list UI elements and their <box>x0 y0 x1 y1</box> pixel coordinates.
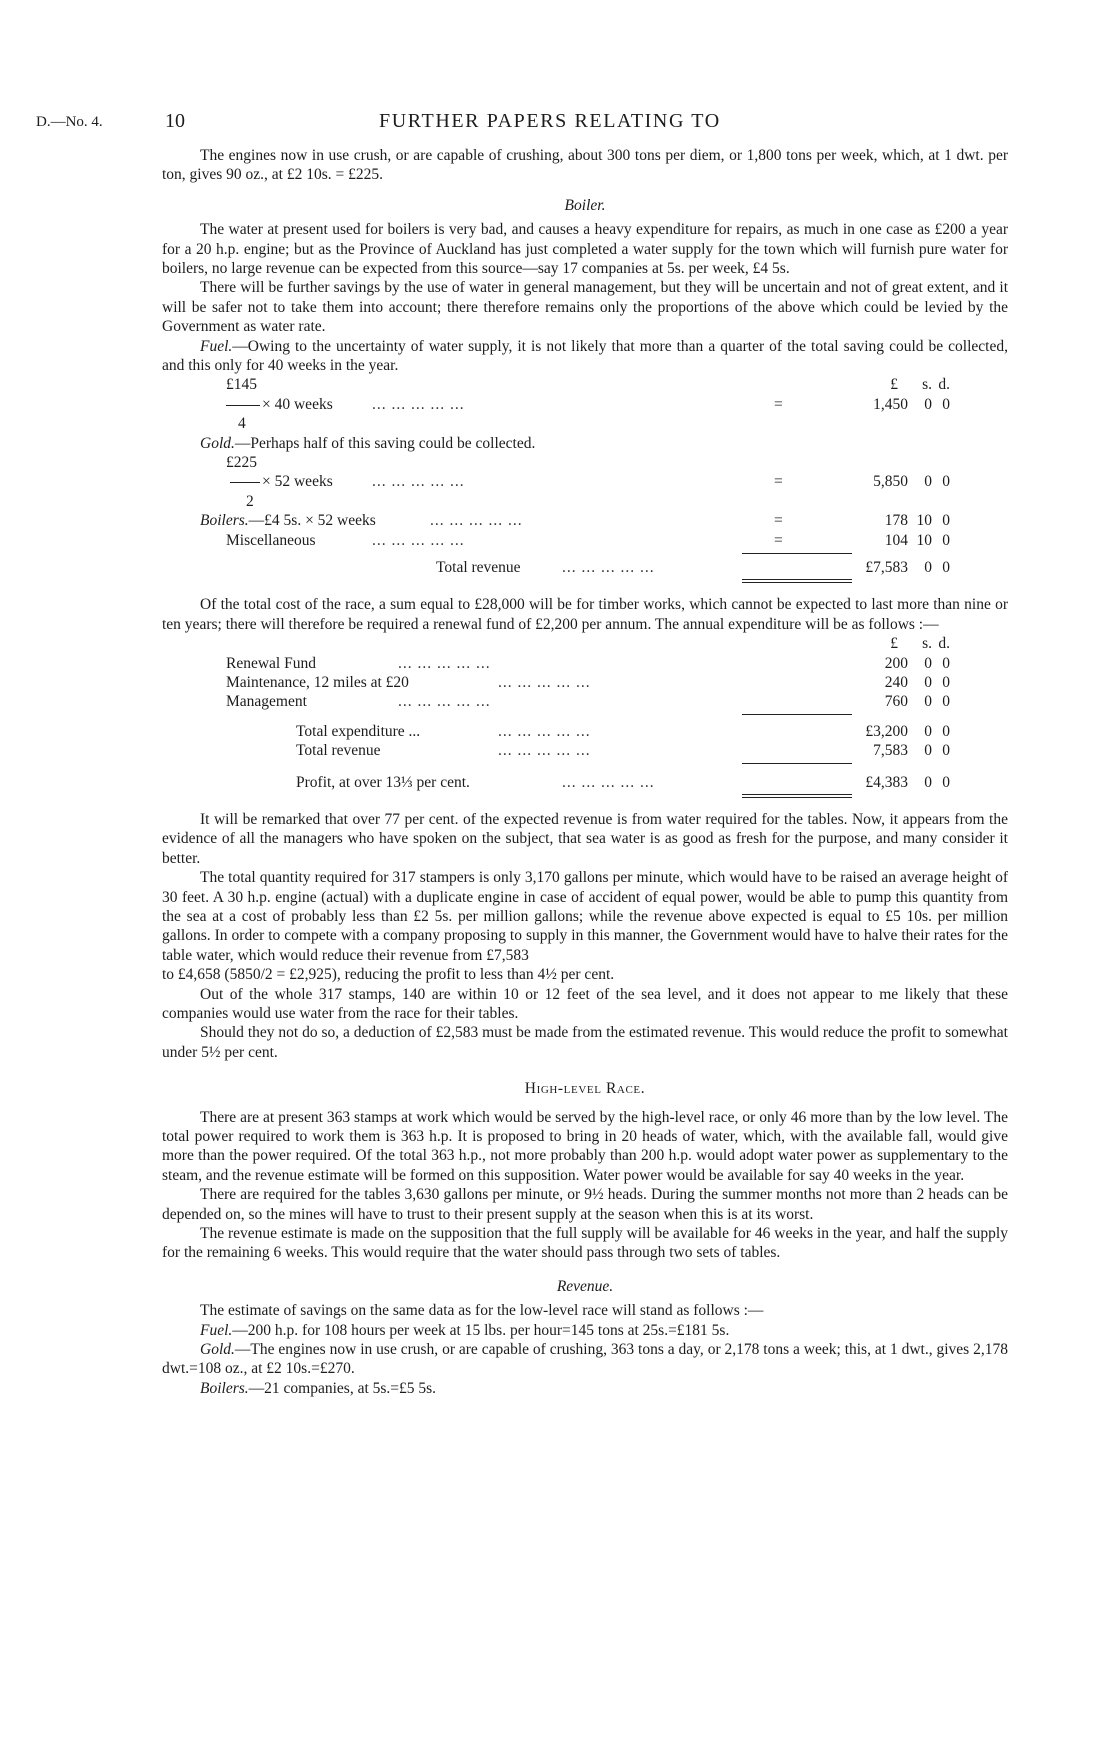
leader-dots: ... ... ... ... ... <box>372 531 465 549</box>
high-level-paragraph-3: The revenue estimate is made on the supposition that the full supply will be available for 46 weeks in the year, and half the supply for the remaining 6 weeks. This would require that the water should pass through two sets of tables. <box>162 1225 1008 1262</box>
expenditure-pounds: 240 <box>884 673 908 691</box>
total-expenditure-row <box>162 722 1008 741</box>
remarks-paragraph-2: The total quantity required for 317 stampers is only 3,170 gallons per minute, which would have to be raised an average height of 30 feet. A 30 h.p. engine (actual) with a duplicate engine in case of accident of equal power, would be able to pump this quantity from the sea at a cost of probably less than £2 5s. per million gallons; while the revenue above expected is equal to £5 10s. per million gallons. In order to compete with a company proposing to supply in this manner, the Government would have to halve their rates for the table water, which would reduce their revenue from £7,583 <box>162 869 1008 964</box>
expenditure-row <box>162 654 1008 673</box>
revenue-item-text: —21 companies, at 5s.=£5 5s. <box>248 1379 437 1397</box>
high-level-heading: High-level Race. <box>524 1080 646 1098</box>
remarks-paragraph-3: to £4,658 (5850/2 = £2,925), reducing the profit to less than 4½ per cent. <box>162 966 615 984</box>
expenditure-label: Renewal Fund <box>226 654 316 672</box>
total-expenditure-label: Total expenditure ... <box>296 722 421 740</box>
fraction-bar <box>230 482 260 483</box>
misc-shillings: 10 <box>916 531 932 549</box>
intro-paragraph: The engines now in use crush, or are capable of crushing, about 300 tons per diem, or 1,800 tons per week, which, at 1 dwt. per ton, gives 90 oz., at £2 10s. = £225. <box>162 147 1008 184</box>
gold-pounds: 5,850 <box>873 473 908 491</box>
col-shillings: s. <box>922 376 932 394</box>
boilers-row <box>162 511 1008 530</box>
col-pounds: £ <box>890 376 898 394</box>
leader-dots: ... ... ... ... ... <box>498 722 591 740</box>
revenue-heading: Revenue. <box>556 1277 614 1295</box>
expenditure-shillings: 0 <box>924 654 932 672</box>
revenue-item-text: —200 h.p. for 108 hours per week at 15 lbs. per hour=145 tons at 25s.=£181 5s. <box>232 1321 730 1339</box>
fuel-shillings: 0 <box>924 395 932 413</box>
gold-numerator: £225 <box>226 454 257 472</box>
col-pence: d. <box>938 635 950 653</box>
boilers-pence: 0 <box>942 512 950 530</box>
expenditure-header-row <box>162 634 1008 653</box>
sum-rule <box>742 763 852 764</box>
misc-pence: 0 <box>942 531 950 549</box>
boilers-pounds: 178 <box>884 512 908 530</box>
profit-pounds: £4,383 <box>865 773 908 791</box>
total-revenue-pence: 0 <box>942 742 950 760</box>
gold-label: Gold. <box>200 434 235 452</box>
remarks-paragraph-4: Out of the whole 317 stamps, 140 are within 10 or 12 feet of the sea level, and it does not appear to me likely that these companies would use water from the race for their tables. <box>162 985 1008 1022</box>
fuel-denominator: 4 <box>238 415 246 433</box>
expenditure-shillings: 0 <box>924 673 932 691</box>
page-body <box>162 0 1008 1760</box>
revenue-item-gold <box>162 1340 1008 1379</box>
high-level-paragraph-2: There are required for the tables 3,630 gallons per minute, or 9½ heads. During the summer months not more than 2 heads can be depended on, so the mines will have to trust to their present supply at the season when this is at its worst. <box>162 1186 1008 1223</box>
boilers-shillings: 10 <box>916 512 932 530</box>
fuel-pounds: 1,450 <box>873 395 908 413</box>
revenue-table <box>162 375 1008 577</box>
total-revenue-row-2 <box>162 741 1008 760</box>
gold-caption-row <box>162 434 1008 453</box>
expenditure-pence: 0 <box>942 673 950 691</box>
total-revenue-shillings: 0 <box>924 742 932 760</box>
equals-sign: = <box>774 395 783 413</box>
leader-dots: ... ... ... ... ... <box>430 512 523 530</box>
leader-dots: ... ... ... ... ... <box>498 673 591 691</box>
expenditure-label: Management <box>226 693 307 711</box>
total-expenditure-pounds: £3,200 <box>865 722 908 740</box>
col-pence: d. <box>938 376 950 394</box>
total-rule <box>742 794 852 795</box>
expenditure-shillings: 0 <box>924 693 932 711</box>
profit-shillings: 0 <box>924 773 932 791</box>
fuel-label: Fuel. <box>200 337 233 355</box>
gold-times: × 52 weeks <box>262 473 333 491</box>
total-revenue-pounds: £7,583 <box>865 558 908 576</box>
misc-pounds: 104 <box>884 531 908 549</box>
total-expenditure-shillings: 0 <box>924 722 932 740</box>
gold-text: —Perhaps half of this saving could be collected. <box>234 434 536 452</box>
fuel-denominator-row <box>162 414 1008 433</box>
expenditure-label: Maintenance, 12 miles at £20 <box>226 673 409 691</box>
leader-dots: ... ... ... ... ... <box>498 742 591 760</box>
remarks-paragraph-5: Should they not do so, a deduction of £2,583 must be made from the estimated revenue. This would reduce the profit to somewhat under 5½ per cent. <box>162 1024 1008 1061</box>
equals-sign: = <box>774 512 783 530</box>
gold-denominator-row <box>162 492 1008 511</box>
fuel-times: × 40 weeks <box>262 395 333 413</box>
equals-sign: = <box>774 531 783 549</box>
col-shillings: s. <box>922 635 932 653</box>
boilers-label: Boilers. <box>200 512 249 530</box>
total-revenue-pounds: 7,583 <box>873 742 908 760</box>
boilers-text: —£4 5s. × 52 weeks <box>248 512 376 530</box>
revenue-item-label: Gold. <box>200 1341 235 1359</box>
fuel-numerator: £145 <box>226 376 257 394</box>
revenue-item-boilers <box>162 1379 1008 1398</box>
total-revenue-label: Total revenue <box>436 558 521 576</box>
gold-pence: 0 <box>942 473 950 491</box>
boiler-paragraph-1: The water at present used for boilers is very bad, and causes a heavy expenditure for repairs, as much in one case as £200 a year for a 20 h.p. engine; but as the Province of Auckland has just completed a water supply for the town which will furnish pure water for boilers, no large revenue can be expected from this source—say 17 companies at 5s. per week, £4 5s. <box>162 221 1008 278</box>
equals-sign: = <box>774 473 783 491</box>
revenue-item-label: Fuel. <box>200 1321 233 1339</box>
sum-rule <box>742 714 852 715</box>
profit-row <box>162 773 1008 792</box>
gold-denominator: 2 <box>246 492 254 510</box>
boiler-paragraph-2: There will be further savings by the use of water in general management, but they will be uncertain and not of great extent, and it will be safer not to take them into account; there therefore remains only the proportions of the above which could be levied by the Government as water rate. <box>162 279 1008 336</box>
page-number: 10 <box>165 110 185 132</box>
total-revenue-label: Total revenue <box>296 742 381 760</box>
revenue-item-fuel <box>162 1321 1008 1340</box>
expenditure-pence: 0 <box>942 693 950 711</box>
revenue-intro: The estimate of savings on the same data as for the low-level race will stand as follows :— <box>200 1302 764 1320</box>
misc-row <box>162 531 1008 550</box>
fuel-paragraph <box>162 337 1008 376</box>
total-expenditure-pence: 0 <box>942 722 950 740</box>
gold-numerator-row <box>162 453 1008 472</box>
profit-label: Profit, at over 13⅓ per cent. <box>296 773 470 791</box>
misc-label: Miscellaneous <box>226 531 316 549</box>
fuel-text: —Owing to the uncertainty of water supply, it is not likely that more than a quarter of the total saving could be collected, and this only for 40 weeks in the year. <box>162 337 1008 375</box>
fraction-bar <box>226 405 260 406</box>
revenue-item-text: —The engines now in use crush, or are capable of crushing, 363 tons a day, or 2,178 tons a week; this, at 1 dwt., gives 2,178 dwt.=108 oz., at £2 10s.=£270. <box>162 1341 1008 1378</box>
revenue-header-row <box>162 375 1008 394</box>
total-rule <box>742 582 852 583</box>
leader-dots: ... ... ... ... ... <box>562 558 655 576</box>
expenditure-pounds: 200 <box>884 654 908 672</box>
total-revenue-shillings: 0 <box>924 558 932 576</box>
fuel-pence: 0 <box>942 395 950 413</box>
expenditure-row <box>162 692 1008 711</box>
sum-rule <box>742 553 852 554</box>
expenditure-table <box>162 634 1008 792</box>
running-title: FURTHER PAPERS RELATING TO <box>379 110 721 132</box>
fuel-row <box>162 395 1008 414</box>
leader-dots: ... ... ... ... ... <box>562 773 655 791</box>
high-level-paragraph-1: There are at present 363 stamps at work which would be served by the high-level race, or only 46 more than by the low level. The total power required to work them is 363 h.p. It is proposed to bring in 20 heads of water, which, with the available fall, would give more than the power required. Of the total 363 h.p., not more probably than 200 h.p. would adopt water power as supplementary to the steam, and the revenue estimate will be formed on this supposition. Water power would be available for say 40 weeks in the year. <box>162 1108 1008 1184</box>
total-revenue-row <box>162 558 1008 577</box>
leader-dots: ... ... ... ... ... <box>372 395 465 413</box>
leader-dots: ... ... ... ... ... <box>398 693 491 711</box>
col-pounds: £ <box>890 635 898 653</box>
total-rule <box>742 579 852 580</box>
timber-paragraph: Of the total cost of the race, a sum equal to £28,000 will be for timber works, which cannot be expected to last more than nine or ten years; there will therefore be required a renewal fund of £2,200 per annum. The annual expenditure will be as follows :— <box>162 596 1008 633</box>
gold-shillings: 0 <box>924 473 932 491</box>
leader-dots: ... ... ... ... ... <box>372 473 465 491</box>
total-rule <box>742 797 852 798</box>
total-revenue-pence: 0 <box>942 558 950 576</box>
document-id: D.—No. 4. <box>36 114 103 130</box>
expenditure-row <box>162 673 1008 692</box>
expenditure-pounds: 760 <box>884 693 908 711</box>
gold-row <box>162 472 1008 491</box>
remarks-paragraph-1: It will be remarked that over 77 per cent. of the expected revenue is from water required for the tables. Now, it appears from the evidence of all the managers who have spoken on the subject, that sea water is as good as fresh for the purpose, and many consider it better. <box>162 810 1008 867</box>
expenditure-pence: 0 <box>942 654 950 672</box>
boiler-heading: Boiler. <box>564 196 606 214</box>
revenue-item-label: Boilers. <box>200 1379 249 1397</box>
profit-pence: 0 <box>942 773 950 791</box>
leader-dots: ... ... ... ... ... <box>398 654 491 672</box>
